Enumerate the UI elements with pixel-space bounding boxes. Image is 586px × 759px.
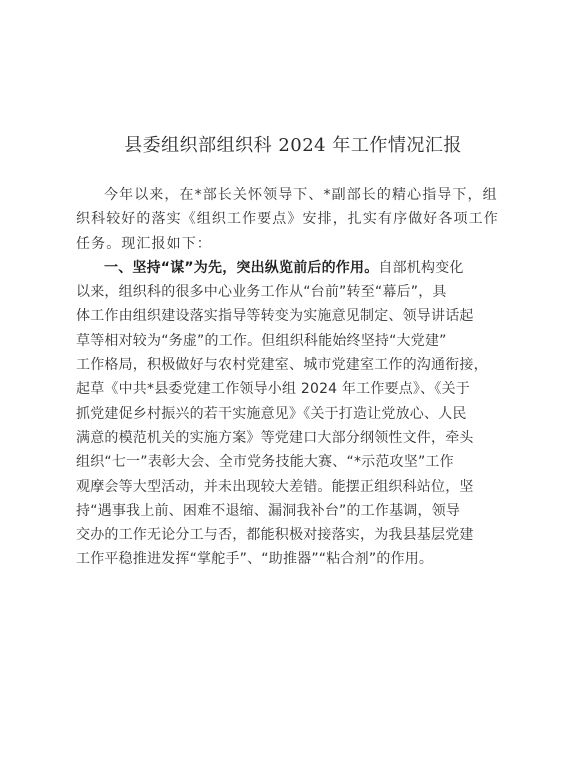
intro-line: 任务。现汇报如下： bbox=[76, 235, 212, 252]
section-1-line: 起草《中共*县委党建工作领导小组 2024 年工作要点》、《关于 bbox=[76, 381, 470, 398]
section-1-line: 以来，组织科的很多中心业务工作从“台前”转至“幕后”，具 bbox=[76, 284, 447, 301]
section-1-first-line bbox=[76, 256, 512, 280]
section-1-line: 满意的模范机关的实施方案》等党建口大部分纲领性文件，牵头 bbox=[76, 429, 474, 446]
intro-line: 今年以来，在*部长关怀领导下、*副部长的精心指导下，组 bbox=[104, 187, 498, 203]
section-1-line: 草等相对较为“务虚”的工作。但组织科能始终坚持“大党建” bbox=[76, 332, 447, 349]
section-1-line: 工作格局，积极做好与农村党建室、城市党建室工作的沟通衔接， bbox=[76, 357, 488, 374]
section-1-line: 观摩会等大型活动，并未出现较大差错。能摆正组织科站位，坚 bbox=[76, 478, 474, 495]
document-body bbox=[76, 183, 512, 572]
section-1-line: 交办的工作无论分工与否，都能积极对接落实，为我县基层党建 bbox=[76, 527, 474, 544]
section-1-line: 持“遇事我上前、困难不退缩、漏洞我补台”的工作基调，领导 bbox=[76, 502, 461, 519]
document-title: 县委组织部组织科 2024 年工作情况汇报 bbox=[124, 135, 462, 156]
section-1-line: 组织“七一”表彰大会、全市党务技能大赛、“*示范攻坚”工作 bbox=[76, 454, 454, 471]
section-1-line: 体工作由组织建设落实指导等转变为实施意见制定、领导讲话起 bbox=[76, 308, 474, 325]
section-1-line: 工作平稳推进发挥“掌舵手”、“助推器”“粘合剂”的作用。 bbox=[76, 551, 434, 568]
section-1-line: 抓党建促乡村振兴的若干实施意见》《关于打造让党放心、人民 bbox=[76, 405, 467, 422]
intro-line: 织科较好的落实《组织工作要点》安排，扎实有序做好各项工作 bbox=[76, 211, 499, 228]
section-1-heading: 一、坚持“谋”为先，突出纵览前后的作用。 bbox=[104, 259, 379, 276]
section-1-first-line-rest: 自部机构变化 bbox=[378, 259, 464, 276]
